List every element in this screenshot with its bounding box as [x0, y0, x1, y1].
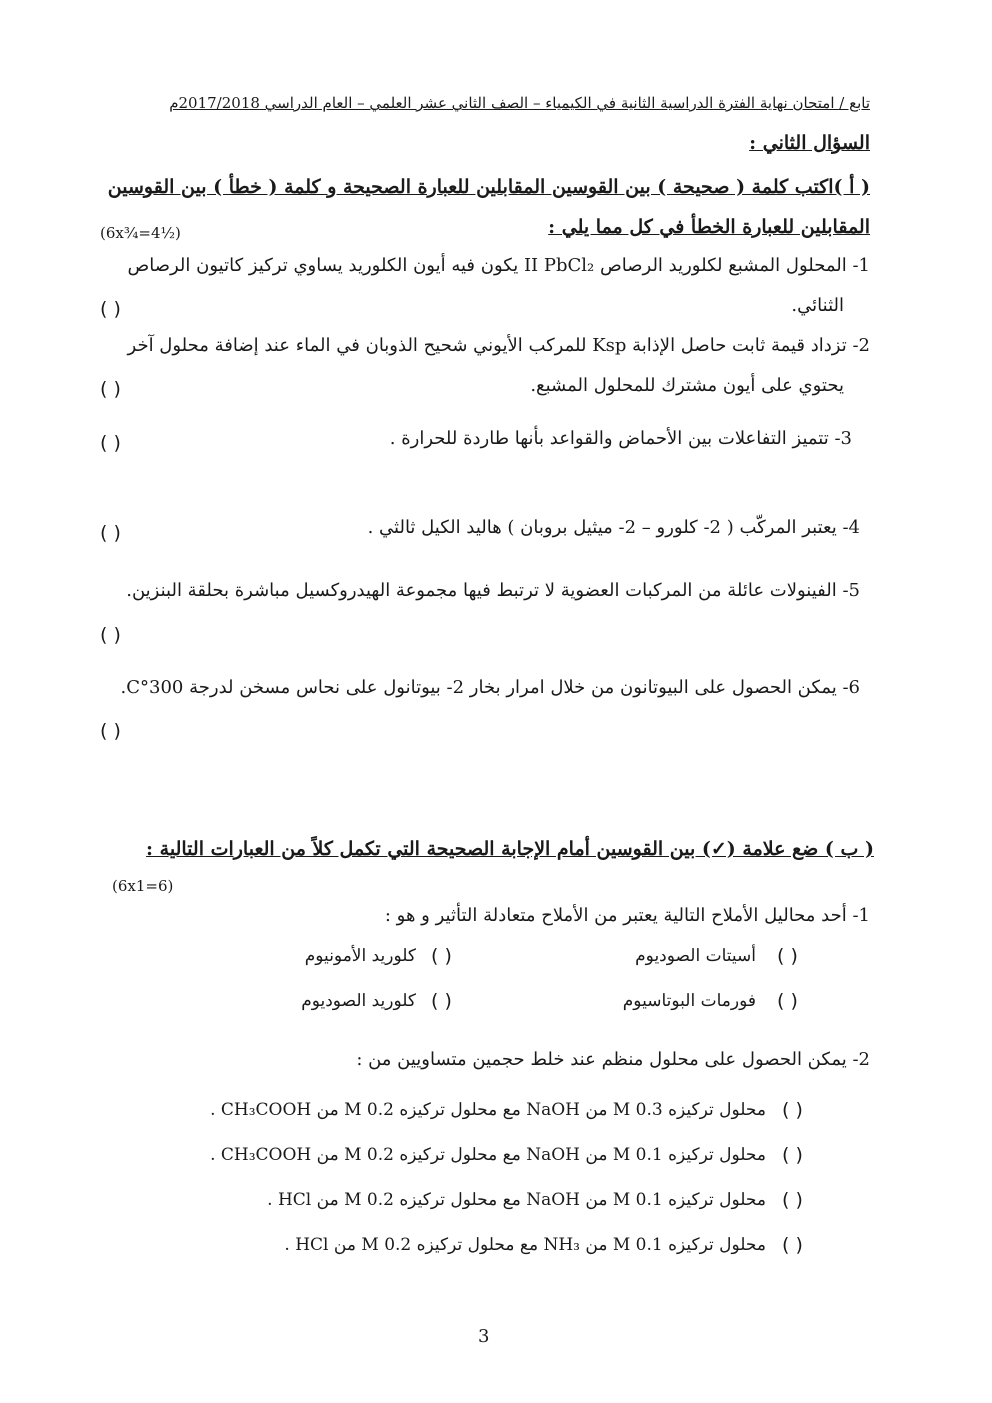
part-a-instruction-line1: ( أ )اكتب كلمة ( صحيحة ) بين القوسين المقابلين للعبارة الصحيحة و كلمة ( خطأ ) بين القوسين: [107, 176, 870, 198]
q1-option-2-paren[interactable]: ( ): [431, 945, 452, 967]
answer-paren-2[interactable]: ( ): [100, 378, 121, 400]
part-a-item-1: 1- المحلول المشبع لكلوريد الرصاص II PbCl₂ يكون فيه أيون الكلوريد يساوي تركيز كاتيون الرصاص: [127, 255, 870, 276]
q1-option-4-paren[interactable]: ( ): [431, 990, 452, 1012]
page-number: 3: [478, 1326, 490, 1347]
q2-option-4: محلول تركيزه 0.1 M من NH₃ مع محلول تركيزه 0.2 M من HCl .: [284, 1235, 766, 1255]
q1-option-2: كلوريد الأمونيوم: [304, 946, 416, 966]
part-b-q2-stem: 2- يمكن الحصول على محلول منظم عند خلط حجمين متساويين من :: [356, 1049, 870, 1070]
question-title: السؤال الثاني :: [749, 132, 870, 154]
q1-option-1-paren[interactable]: ( ): [777, 945, 798, 967]
part-b-marks: (6x1=6): [112, 877, 174, 895]
q2-option-2: محلول تركيزه 0.1 M من NaOH مع محلول تركيزه 0.2 M من CH₃COOH .: [210, 1145, 766, 1165]
part-a-item-5: 5- الفينولات عائلة من المركبات العضوية لا ترتبط فيها مجموعة الهيدروكسيل مباشرة بحلقة البنزين.: [126, 580, 860, 601]
q1-option-3: فورمات البوتاسيوم: [622, 991, 756, 1011]
part-a-item-3: 3- تتميز التفاعلات بين الأحماض والقواعد بأنها طاردة للحرارة .: [389, 428, 852, 449]
part-a-item-1-cont: الثنائي.: [791, 295, 844, 316]
part-a-instruction-line2: المقابلين للعبارة الخطأ في كل مما يلي :: [548, 216, 870, 238]
answer-paren-5[interactable]: ( ): [100, 624, 121, 646]
answer-paren-6[interactable]: ( ): [100, 720, 121, 742]
q2-option-3: محلول تركيزه 0.1 M من NaOH مع محلول تركيزه 0.2 M من HCl .: [267, 1190, 766, 1210]
part-b-q1-stem: 1- أحد محاليل الأملاح التالية يعتبر من الأملاح متعادلة التأثير و هو :: [384, 905, 870, 926]
part-a-item-4: 4- يعتبر المركّب ( 2- كلورو – 2- ميثيل بروبان ) هاليد الكيل ثالثي .: [367, 517, 860, 538]
q1-option-3-paren[interactable]: ( ): [777, 990, 798, 1012]
part-a-item-2: 2- تزداد قيمة ثابت حاصل الإذابة Ksp للمركب الأيوني شحيح الذوبان في الماء عند إضافة محلول آخر: [127, 335, 870, 356]
answer-paren-1[interactable]: ( ): [100, 298, 121, 320]
q2-option-3-paren[interactable]: ( ): [782, 1189, 803, 1211]
part-a-item-2-cont: يحتوي على أيون مشترك للمحلول المشبع.: [530, 375, 844, 396]
part-a-item-6: 6- يمكن الحصول على البيوتانون من خلال امرار بخار 2- بيوتانول على نحاس مسخن لدرجة 300°C.: [120, 677, 860, 698]
answer-paren-3[interactable]: ( ): [100, 432, 121, 454]
part-b-instruction: ( ب ) ضع علامة (✓) بين القوسين أمام الإجابة الصحيحة التي تكمل كلاً من العبارات التالية :: [146, 838, 874, 860]
q2-option-2-paren[interactable]: ( ): [782, 1144, 803, 1166]
q2-option-1-paren[interactable]: ( ): [782, 1099, 803, 1121]
q2-option-1: محلول تركيزه 0.3 M من NaOH مع محلول تركيزه 0.2 M من CH₃COOH .: [210, 1100, 766, 1120]
answer-paren-4[interactable]: ( ): [100, 522, 121, 544]
q1-option-1: أسيتات الصوديوم: [635, 946, 756, 966]
q2-option-4-paren[interactable]: ( ): [782, 1234, 803, 1256]
q1-option-4: كلوريد الصوديوم: [301, 991, 416, 1011]
part-a-marks: (6x¾=4½): [100, 224, 181, 242]
exam-header: تابع / امتحان نهاية الفترة الدراسية الثانية في الكيمياء – الصف الثاني عشر العلمي – العام الدراسي 2017/2018م: [169, 94, 870, 112]
